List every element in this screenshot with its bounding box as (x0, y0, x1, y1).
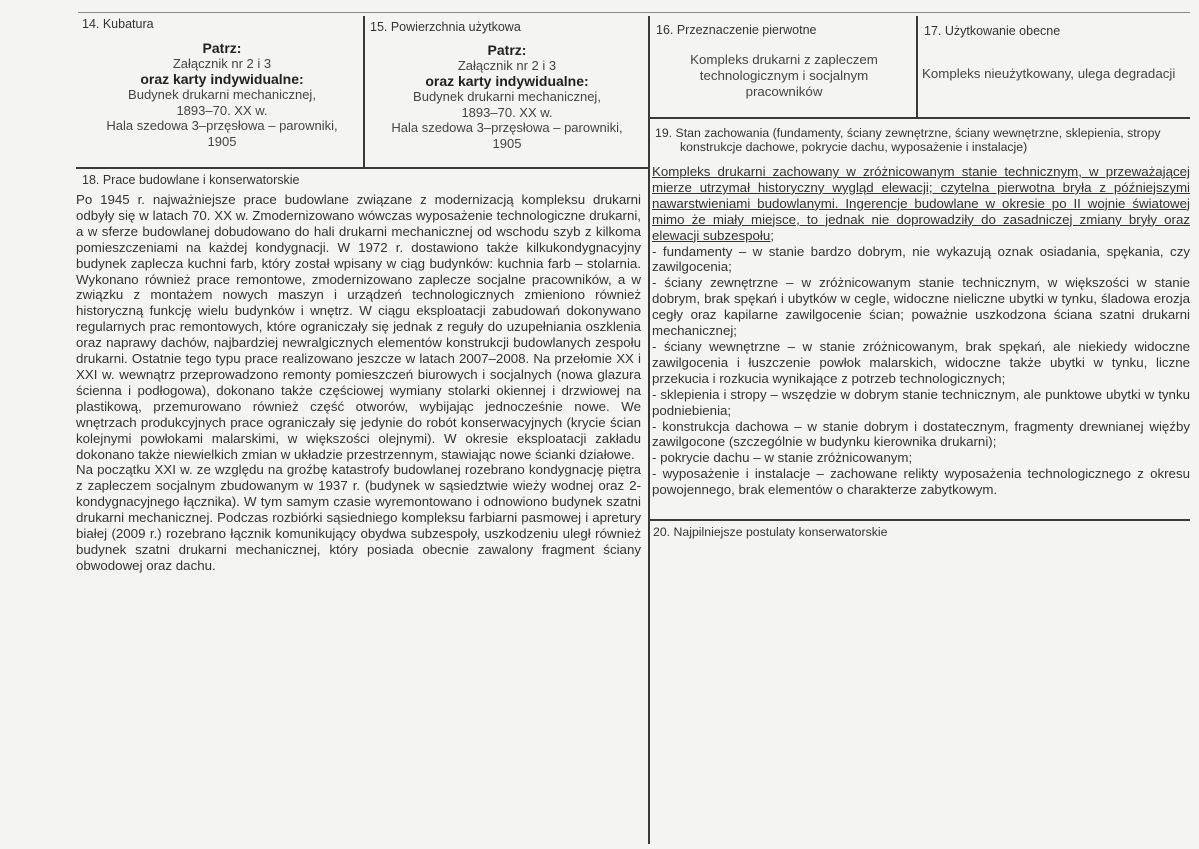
field-14-line-6: Hala szedowa 3–przęsłowa – parowniki, (106, 118, 338, 134)
field-15-line-3: oraz karty indywidualne: (425, 73, 589, 90)
field-19-item-4: - sklepienia i stropy – wszędzie w dobrym stanie technicznym, ale punktowe ubytki w tynku podniebienia; (652, 386, 1190, 418)
field-20-label: 20. Najpilniejsze postulaty konserwatorskie (653, 525, 888, 539)
field-19-item-6: - pokrycie dachu – w stanie zróżnicowanym; (652, 450, 913, 466)
field-19-item-5: - konstrukcja dachowa – w stanie dobrym i dostatecznym, fragmenty drewnianej więźby zawilgocone (szczególnie w budynku kierownika drukarni); (652, 418, 1190, 450)
row-divider-right-1 (650, 117, 1190, 119)
field-14-label: 14. Kubatura (82, 17, 154, 31)
field-16-line-1: Kompleks drukarni z zapleczem (690, 52, 878, 67)
field-14-line-7: 1905 (207, 133, 237, 149)
field-15-line-1: Patrz: (487, 42, 527, 58)
field-15-line-7: 1905 (492, 135, 522, 151)
field-19-item-1: - fundamenty – w stanie bardzo dobrym, nie wykazują oznak osiadania, spękania, czy zawilgocenia; (652, 243, 1190, 275)
field-17-label: 17. Użytkowanie obecne (924, 24, 1061, 38)
field-16-value (652, 52, 916, 99)
field-18-text (76, 192, 641, 574)
field-16-line-2: technologicznym i socjalnym (699, 67, 869, 83)
field-18-paragraph-1: Po 1945 r. najważniejsze prace budowlane związane z modernizacją kompleksu drukarni odbyły się w latach 70. XX w. Zmodernizowano wówczas wyposażenie technologiczne drukarni, a w sferze budowlanej dobudowano do hali drukarni mechanicznej od wschodu szyb z kilkoma pomieszczeniami na każdej kondygnacji. W 1972 r. dostawiono także kilkukondygnacyjny budynek zaplecza kuchni farb, który został wpisany w ciąg budynków: kuchnia farb – stolarnia. Wykonano również prace remontowe, zmodernizowano zaplecze socjalne pracowników, a w związku z montażem nowych maszyn i urządzeń technologicznych zmieniono również historyczną funkcję wielu budynków i wnętrz. W ciągu eksploatacji zabudowań dokonywano regularnych prac remontowych, które ograniczały się jednak z reguły do uzupełniania oszklenia oraz naprawy dachów, najbardziej newralgicznych elementów konstrukcji budowlanych zespołu drukarni. Ostatnie tego typu prace realizowano jeszcze w latach 2007–2008. Na przełomie XX i XXI w. wewnątrz przeprowadzono remonty pomieszczeń biurowych i socjalnych (nowa glazura ścienna i podłogowa), dokonano także częściowej wymiany stolarki okiennej i drzwiowej na plastikową, przemurowano również część otworów, wybijając jednocześnie nowe. We wnętrzach produkcyjnych prace ograniczały się jedynie do robót konserwacyjnych (krycie ścian kolejnymi powłokami malarskimi, w większości olejnymi). W okresie eksploatacji zakładu dokonano także niewielkich zmian w układzie przestrzennym, stawiając nowe ścianki działowe. (76, 192, 641, 462)
field-18-label: 18. Prace budowlane i konserwatorskie (82, 173, 300, 187)
field-19-item-3: - ściany wewnętrzne – w stanie zróżnicowanym, brak spękań, ale niekiedy widoczne zawilgocenia i łuszczenie powłok malarskich, widoczne także ubytki w tynku, liczne przekucia i rozkucia wynikające z potrzeb technologicznych; (652, 338, 1190, 386)
field-15-label: 15. Powierzchnia użytkowa (370, 20, 521, 34)
field-19-item-2: - ściany zewnętrzne – w zróżnicowanym stanie technicznym, w większości w stanie dobrym, brak spękań i ubytków w cegle, widoczne nieliczne ubytki w tynku, śladowa erozja cegły oraz kapilarne zawilgocenie ścian; poważnie uszkodzona ściana szatni drukarni mechanicznej; (652, 275, 1190, 339)
field-14-value (80, 40, 364, 149)
field-15-line-4: Budynek drukarni mechanicznej, (413, 89, 601, 105)
row-divider-left (76, 167, 650, 169)
field-15-line-5: 1893–70. XX w. (461, 104, 553, 120)
field-15-value (366, 42, 648, 151)
field-18-paragraph-2: Na początku XXI w. ze względu na groźbę katastrofy budowlanej rozebrano kondygnację piętra z zapleczem socjalnym zbudowanym w 1937 r. (budynek w sąsiedztwie wieży wodnej oraz 2-kondygnacyjnego łącznika). W tym samym czasie wyremontowano i odnowiono budynek szatni drukarni mechanicznej. Podczas rozbiórki sąsiedniego kompleksu farbiarni pasmowej i apretury białej (2009 r.) rozebrano łącznik komunikujący obydwa subzespoły, uszkodzeniu uległ również budynek szatni drukarni mechanicznej, który posiada obecnie zawalony fragment ściany obwodowej oraz dachu. (76, 462, 641, 573)
field-14-line-2: Załącznik nr 2 i 3 (172, 56, 272, 71)
field-14-line-4: Budynek drukarni mechanicznej, (128, 87, 316, 103)
field-16-label: 16. Przeznaczenie pierwotne (656, 23, 817, 37)
divider-right-1 (916, 16, 918, 118)
field-19-text (652, 164, 1190, 498)
field-17-value: Kompleks nieużytkowany, ulega degradacji (922, 66, 1176, 81)
field-15-line-6: Hala szedowa 3–przęsłowa – parowniki, (391, 120, 623, 136)
field-14-line-3: oraz karty indywidualne: (140, 71, 304, 88)
field-14-line-1: Patrz: (202, 40, 242, 56)
field-14-line-5: 1893–70. XX w. (176, 102, 268, 118)
field-19-intro: Kompleks drukarni zachowany w zróżnicowanym stanie technicznym, w przeważającej mierze utrzymał historyczny wygląd elewacji; czytelna pierwotna bryła z późniejszymi nawarstwieniami budowlanymi. Ingerencje budowlane w okresie po II wojnie światowej mimo że miały miejsce, to jednak nie doprowadziły do zasadniczej zmiany bryły oraz elewacji subzespołu; (652, 164, 1190, 243)
field-15-line-2: Załącznik nr 2 i 3 (457, 58, 557, 73)
field-16-line-3: pracowników (745, 83, 823, 99)
top-border-line (78, 12, 1190, 13)
field-19-label-line-1: 19. Stan zachowania (fundamenty, ściany zewnętrzne, ściany wewnętrzne, sklepienia, stropy (655, 126, 1161, 140)
field-19-label-line-2: konstrukcje dachowe, pokrycie dachu, wyposażenie i instalacje) (680, 140, 1028, 154)
field-19-item-7: - wyposażenie i instalacje – zachowane relikty wyposażenia technologicznego z okresu powojennego, brak elementów o charakterze zabytkowym. (652, 466, 1190, 498)
divider-center (648, 16, 650, 844)
row-divider-right-2 (650, 519, 1190, 521)
